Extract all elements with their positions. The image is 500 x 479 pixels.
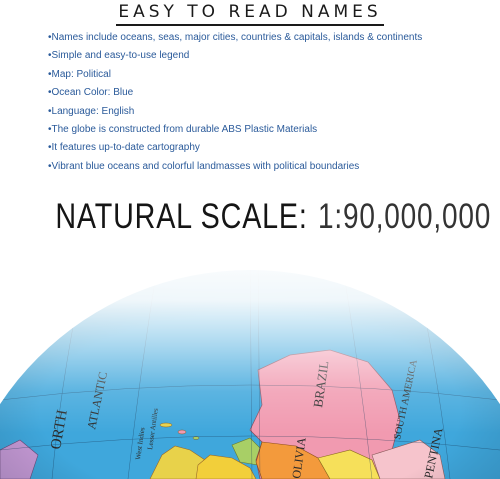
feature-item: •Vibrant blue oceans and colorful landmasses with political boundaries: [48, 160, 360, 172]
feature-list: [48, 32, 422, 179]
feature-item: •Language: English: [48, 105, 135, 117]
scale-value: 1:90,000,000: [318, 197, 492, 236]
globe-svg: [0, 250, 500, 479]
globe-image: [0, 250, 500, 479]
feature-item: •Map: Political: [48, 68, 111, 80]
feature-item: •Simple and easy-to-use legend: [48, 50, 190, 62]
feature-item: •The globe is constructed from durable ABS Plastic Materials: [48, 123, 318, 135]
feature-item: •It features up-to-date cartography: [48, 142, 200, 154]
globe-fade: [0, 250, 500, 479]
heading-text: EASY TO READ NAMES: [116, 2, 383, 26]
feature-item: •Names include oceans, seas, major cities, countries & capitals, islands & continents: [48, 32, 423, 43]
heading: [0, 2, 500, 26]
natural-scale: [0, 197, 500, 237]
feature-item: •Ocean Color: Blue: [48, 87, 134, 99]
scale-label: NATURAL SCALE:: [55, 197, 308, 236]
